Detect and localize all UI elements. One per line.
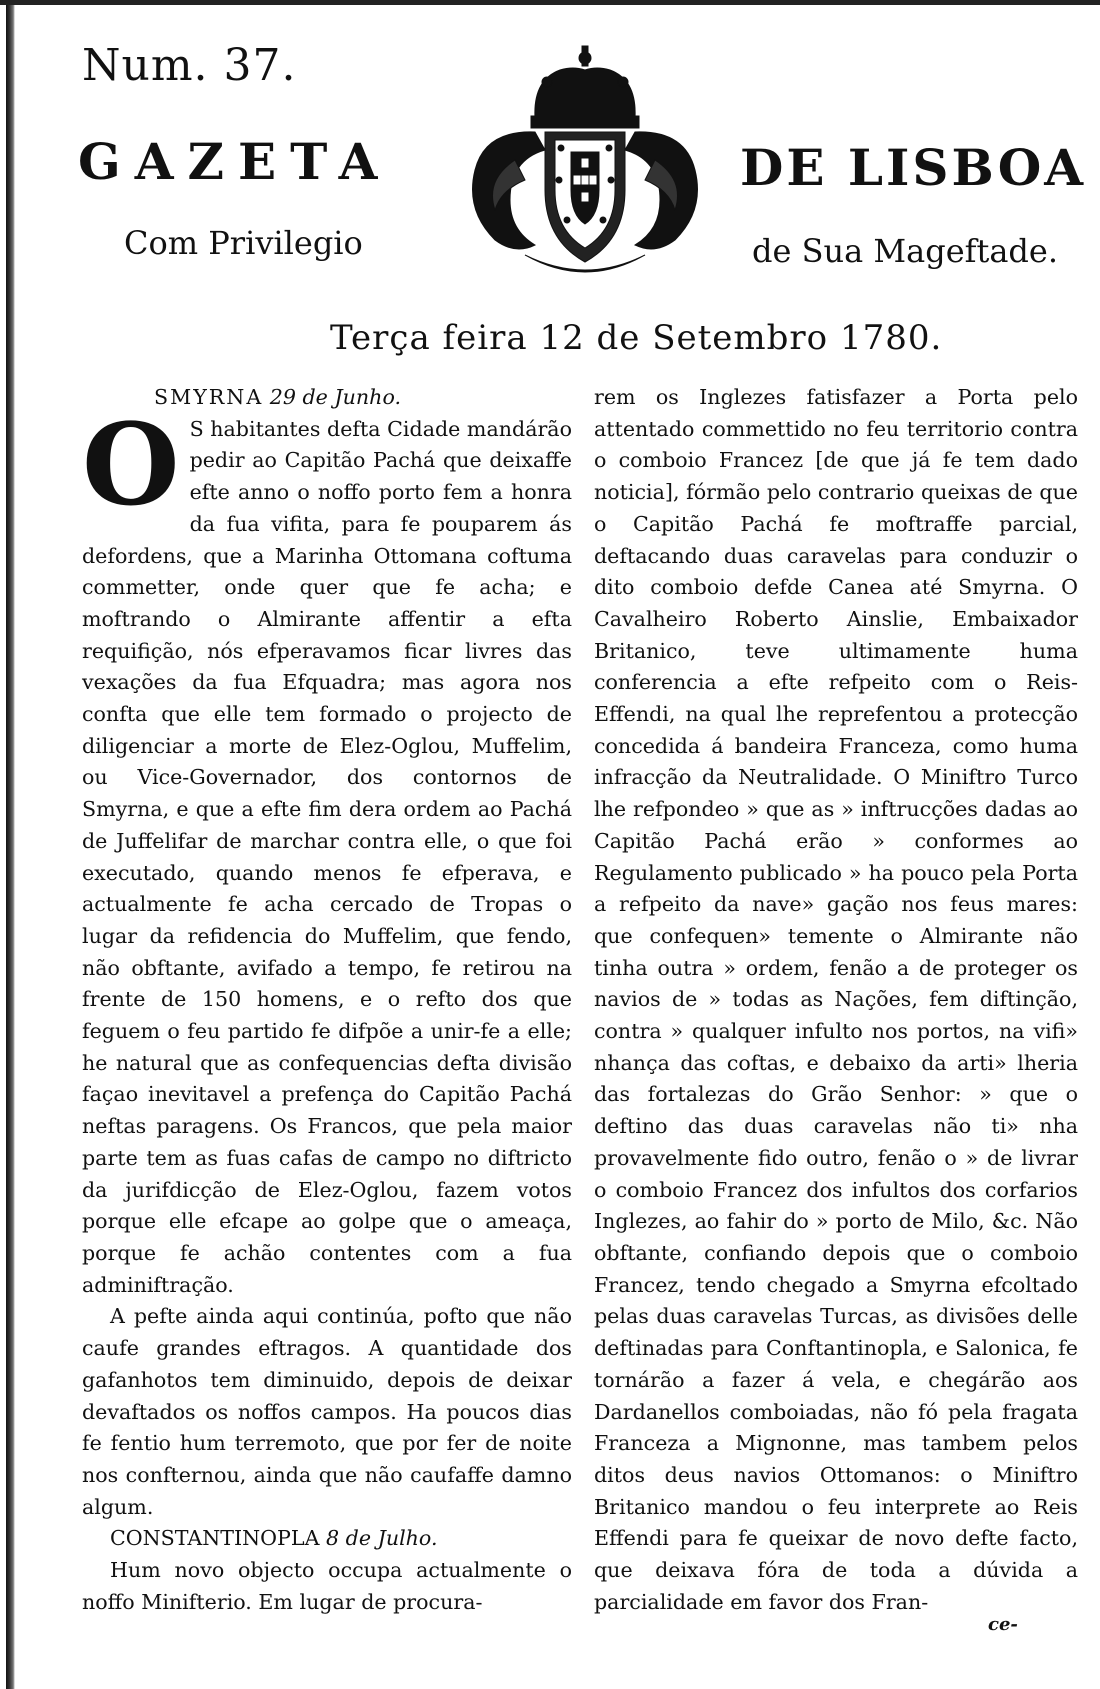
page-edge-top (0, 0, 1100, 5)
smyrna-paragraph-1-text: S habitantes defta Cidade mandárão pedir ao Capitão Pachá que deixaffe efte anno o noffo porto fem a honra da fua vifita, para fe pouparem ás defordens, que a Marinha Ottomana coftuma commetter, onde quer que fe acha; e moftrando o Almirante affentir a efta requifição, nós efperavamos ficar livres das vexações da fua Efquadra; mas agora nos confta que elle tem formado o projecto de diligenciar a morte de Elez-Oglou, Muffelim, ou Vice-Governador, dos contornos de Smyrna, e que a efte fim dera ordem ao Pachá de Juffelifar de marchar contra elle, o que foi executado, quando menos fe efperava, e actualmente fe acha cercado de Tropas o lugar da refidencia do Muffelim, que fendo, não obftante, avifado a tempo, fe retirou na frente de 150 homens, e o refto dos que feguem o feu partido fe difpõe a unir-fe a elle; he natural que as confequencias defta divisão façao inevitavel a prefença do Capitão Pachá neftas paragens. Os Francos, que pela maior parte tem as fuas cafas de campo no diftricto da jurifdicção de Elez-Oglou, fazem votos porque elle efcape ao golpe que o ameaça, porque fe achão contentes com a fua adminiftração. (82, 416, 572, 1297)
royal-coat-of-arms-icon (455, 40, 715, 280)
masthead-title-right: DE LISBOA (740, 138, 1087, 197)
right-column (594, 382, 1078, 1618)
left-column (82, 382, 572, 1618)
dropcap-letter: O (82, 399, 180, 531)
smyrna-heading (82, 382, 572, 414)
constantinopla-date: 8 de Julho. (326, 1526, 438, 1551)
constantinopla-place-name: CONSTANTINOPLA (110, 1526, 320, 1551)
smyrna-paragraph-1 (82, 399, 572, 1302)
smyrna-date: 29 de Junho. (269, 385, 402, 409)
issue-dateline: Terça feira 12 de Setembro 1780. (330, 318, 943, 358)
masthead-title-left: GAZETA (78, 132, 392, 191)
masthead-subtitle-left: Com Privilegio (124, 224, 363, 262)
constantinopla-heading (82, 1523, 572, 1555)
constantinopla-paragraph-1: Hum novo objecto occupa actualmente o noffo Minifterio. Em lugar de procura- (82, 1558, 572, 1614)
smyrna-place-name: SMYRNA (154, 385, 264, 409)
smyrna-paragraph-2: A pefte ainda aqui continúa, pofto que não caufe grandes eftragos. A quantidade dos gafanhotos tem diminuido, depois de deixar devaftados os noffos campos. Ha poucos dias fe fentio hum terremoto, que por fer de noite nos confternou, ainda que não caufaffe damno algum. (82, 1304, 572, 1519)
masthead-subtitle-right: de Sua Mageftade. (752, 232, 1059, 270)
right-column-text: rem os Inglezes fatisfazer a Porta pelo attentado commettido no feu territorio contra o comboio Francez [de que já fe tem dado noticia], fórmão pelo contrario queixas de que o Capitão Pachá fe moftraffe parcial, deftacando duas caravelas para conduzir o dito comboio defde Canea até Smyrna. O Cavalheiro Roberto Ainslie, Embaixador Britanico, teve ultimamente huma conferencia a efte refpeito com o Reis-Effendi, na qual lhe reprefentou a protecção concedida á bandeira Franceza, como huma infracção da Neutralidade. O Miniftro Turco lhe refpondeo » que as » inftrucções dadas ao Capitão Pachá erão » conformes ao Regulamento publicado » ha pouco pela Porta a refpeito da nave» gação nos feus mares: que confequen» temente o Almirante não tinha outra » ordem, fenão a de proteger os navios de » todas as Nações, fem diftinção, contra » qualquer infulto nos portos, na vifi» nhança das coftas, e debaixo da arti» lheria das fortalezas do Grão Senhor: » que o deftino das duas caravelas não ti» nha provavelmente fido outro, fenão o » de livrar o comboio Francez dos infultos dos corfarios Inglezes, ao fahir do » porto de Milo, &c. Não obftante, confiando depois que o comboio Francez, tendo chegado a Smyrna efcoltado pelas duas caravelas Turcas, as divisões delle deftinadas para Conftantinopla, e Salonica, fe tornárão a fazer á vela, e chegárão aos Dardanellos comboiadas, não fó pela fragata Franceza a Mignonne, mas tambem pelos ditos deus navios Ottomanos: o Miniftro Britanico mandou o feu interprete ao Reis Effendi para fe queixar de novo defte facto, que deixava fóra de toda a dúvida a parcialidade em favor dos Fran- (594, 385, 1078, 1614)
issue-number: Num. 37. (82, 40, 297, 91)
page-edge-left (6, 0, 15, 1689)
catchword: ce- (988, 1614, 1018, 1635)
